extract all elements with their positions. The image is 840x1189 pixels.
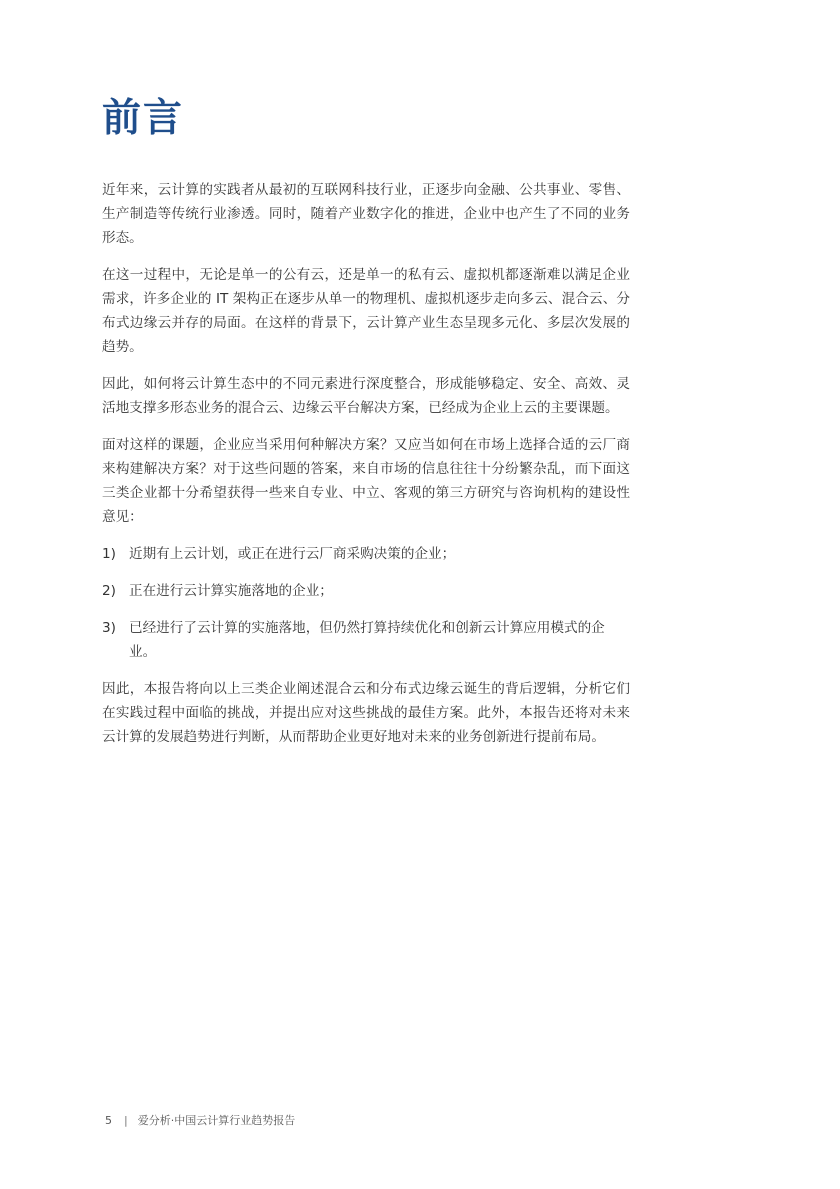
page-number: 5 [105,1113,112,1127]
paragraph-1: 近年来，云计算的实践者从最初的互联网科技行业，正逐步向金融、公共事业、零售、生产制造等传统行业渗透。同时，随着产业数字化的推进，企业中也产生了不同的业务形态。 [102,182,630,246]
list-text: 正在进行云计算实施落地的企业； [129,583,333,599]
list-item [102,579,630,603]
footer-separator: | [124,1113,128,1127]
preface-body [102,178,630,762]
paragraph-2: 在这一过程中，无论是单一的公有云，还是单一的私有云、虚拟机都逐渐难以满足企业需求，许多企业的 IT 架构正在逐步从单一的物理机、虚拟机逐步走向多云、混合云、分布式边缘云并存的局面。在这样的背景下，云计算产业生态呈现多元化、多层次发展的趋势。 [102,267,630,355]
list-item [102,542,630,566]
closing-paragraph: 因此，本报告将向以上三类企业阐述混合云和分布式边缘云诞生的背后逻辑，分析它们在实践过程中面临的挑战，并提出应对这些挑战的最佳方案。此外，本报告还将对未来云计算的发展趋势进行判断，从而帮助企业更好地对未来的业务创新进行提前布局。 [102,681,630,745]
list-number: 2) [102,583,116,599]
list-number: 3) [102,620,116,636]
page-title: 前言 [102,96,185,141]
paragraph-3: 因此，如何将云计算生态中的不同元素进行深度整合，形成能够稳定、安全、高效、灵活地支撑多形态业务的混合云、边缘云平台解决方案，已经成为企业上云的主要课题。 [102,376,630,416]
list-item [102,616,630,664]
list-text: 近期有上云计划，或正在进行云厂商采购决策的企业； [129,546,456,562]
list-text: 已经进行了云计算的实施落地，但仍然打算持续优化和创新云计算应用模式的企业。 [129,620,605,660]
page-footer [105,1112,295,1128]
paragraph-4: 面对这样的课题，企业应当采用何种解决方案？又应当如何在市场上选择合适的云厂商来构建解决方案？对于这些问题的答案，来自市场的信息往往十分纷繁杂乱，而下面这三类企业都十分希望获得一些来自专业、中立、客观的第三方研究与咨询机构的建设性意见： [102,437,630,525]
report-source: 爱分析·中国云计算行业趋势报告 [137,1114,296,1127]
list-number: 1) [102,546,116,562]
